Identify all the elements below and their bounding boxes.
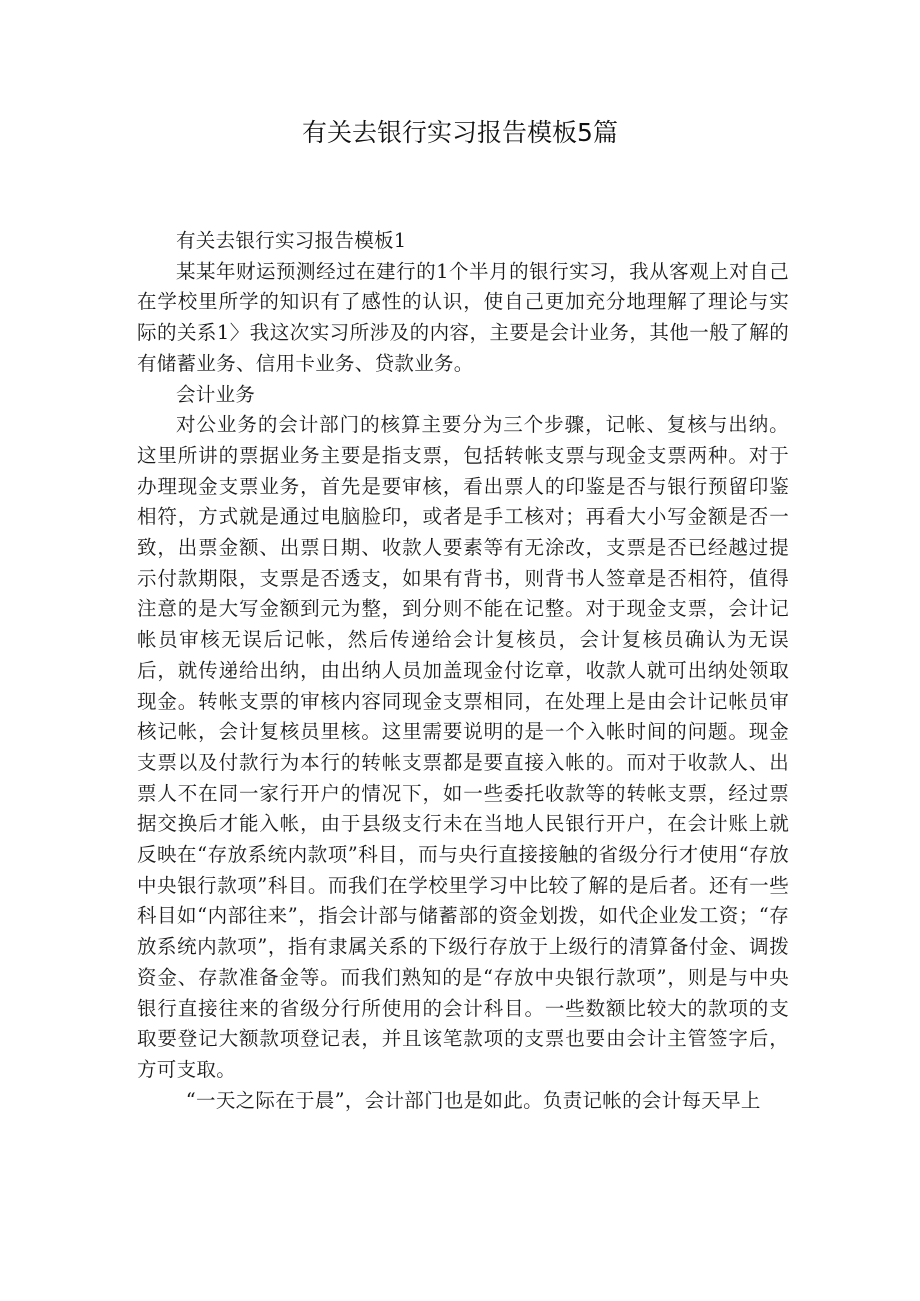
document-title: 有关去银行实习报告模板5篇 — [302, 118, 618, 147]
body-paragraph: 对公业务的会计部门的核算主要分为三个步骤，记帐、复核与出纳。这里所讲的票据业务主要是指支票，包括转帐支票与现金支票两种。对于办理现金支票业务，首先是要审核，看出票人的印鉴是否与银行预留印鉴相符，方式就是通过电脑脸印，或者是手工核对；再看大小写金额是否一致，出票金额、出票日期、收款人要素等有无涂改，支票是否已经越过提示付款期限，支票是否透支，如果有背书，则背书人签章是否相符，值得注意的是大写金额到元为整，到分则不能在记整。对于现金支票，会计记帐员审核无误后记帐，然后传递给会计复核员，会计复核员确认为无误后，就传递给出纳，由出纳人员加盖现金付讫章，收款人就可出纳处领取现金。转帐支票的审核内容同现金支票相同，在处理上是由会计记帐员审核记帐，会计复核员里核。这里需要说明的是一个入帐时间的问题。现金支票以及付款行为本行的转帐支票都是要直接入帐的。而对于收款人、出票人不在同一家行开户的情况下，如一些委托收款等的转帐支票，经过票据交换后才能入帐，由于县级支行未在当地人民银行开户，在会计账上就反映在“存放系统内款项”科目，而与央行直接接触的省级分行才使用“存放中央银行款项”科目。而我们在学校里学习中比较了解的是后者。还有一些科目如“内部往来”，指会计部与储蓄部的资金划拨，如代企业发工资；“存放系统内款项”，指有隶属关系的下级行存放于上级行的清算备付金、调拨资金、存款准备金等。而我们熟知的是“存放中央银行款项”，则是与中央银行直接往来的省级分行所使用的会计科目。一些数额比较大的款项的支取要登记大额款项登记表，并且该笔款项的支票也要由会计主管签字后，方可支取。 — [137, 413, 789, 1081]
section-heading: 会计业务 — [176, 382, 256, 406]
document-body — [137, 226, 789, 1116]
body-paragraph: “一天之际在于晨”，会计部门也是如此。负责记帐的会计每天早上 — [185, 1088, 761, 1112]
body-paragraph: 某某年财运预测经过在建行的1个半月的银行实习，我从客观上对自己在学校里所学的知识有了感性的认识，使自己更加充分地理解了理论与实际的关系1〉我这次实习所涉及的内容，主要是会计业务，其他一般了解的有储蓄业务、信用卡业务、贷款业务。 — [137, 259, 789, 375]
section-heading: 有关去银行实习报告模板1 — [176, 229, 407, 252]
